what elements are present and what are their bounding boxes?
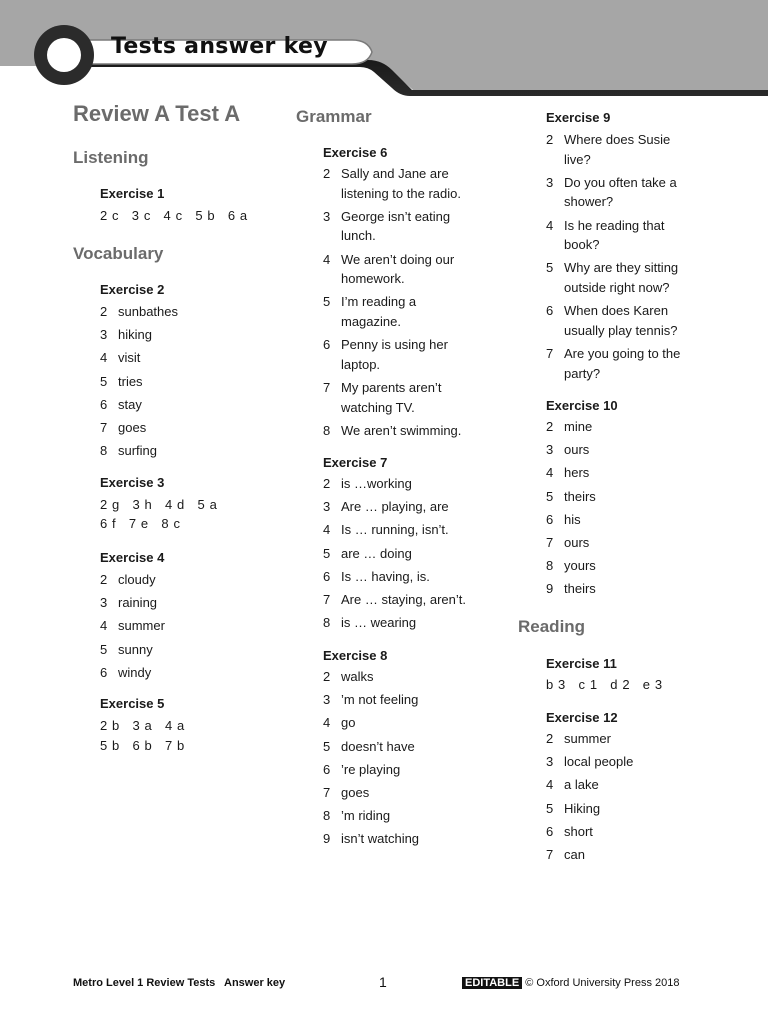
answer-number: 8 — [323, 615, 331, 631]
answer-text: ours — [564, 442, 590, 458]
answer-number: 7 — [546, 346, 554, 361]
exercise-title: Exercise 6 — [323, 145, 388, 160]
answer-number: 5 — [546, 488, 554, 504]
answer-number: 7 — [323, 592, 331, 607]
answer-text: Do you often take a — [564, 174, 677, 190]
answer-text: can — [564, 847, 585, 862]
answer-text: cloudy — [118, 572, 156, 587]
answer-number: 8 — [546, 558, 554, 574]
exercise-title: Exercise 7 — [323, 455, 388, 470]
answer-text-continued: magazine. — [341, 313, 401, 329]
answer-text: ours — [564, 535, 590, 550]
answer-text: Are you going to the — [564, 346, 681, 361]
answer-number: 2 — [323, 476, 331, 491]
answer-text: Is he reading that — [564, 217, 665, 233]
answer-text: is … wearing — [341, 615, 417, 631]
answer-number: 7 — [546, 535, 554, 550]
answer-number: 3 — [323, 208, 331, 224]
answer-number: 6 — [323, 337, 331, 353]
answer-number: 3 — [546, 174, 554, 190]
exercise-title: Exercise 1 — [100, 186, 165, 201]
answer-number: 8 — [100, 443, 108, 459]
section-heading-listening: Listening — [73, 148, 149, 167]
answer-text-continued: shower? — [564, 194, 614, 210]
answer-number: 5 — [546, 260, 554, 276]
answer-text: are … doing — [341, 545, 412, 561]
answer-number: 7 — [100, 420, 108, 435]
page-number: 1 — [379, 974, 387, 990]
answer-number: 7 — [323, 380, 331, 395]
answer-text: windy — [118, 664, 152, 680]
answer-text: My parents aren’t — [341, 380, 442, 395]
exercise-title: Exercise 4 — [100, 550, 165, 565]
answer-number: 9 — [546, 581, 554, 597]
answer-text: summer — [118, 618, 165, 634]
answer-number: 4 — [100, 350, 108, 366]
exercise-answers: 2 c 3 c 4 c 5 b 6 a — [100, 208, 248, 223]
answer-number: 9 — [323, 831, 331, 847]
exercise-answers: 6 f 7 e 8 c — [100, 516, 181, 531]
answer-number: 4 — [546, 465, 554, 481]
answer-number: 3 — [323, 692, 331, 708]
answer-text-continued: laptop. — [341, 356, 381, 372]
answer-number: 4 — [546, 217, 554, 233]
exercise-title: Exercise 12 — [546, 710, 618, 725]
copyright-text: © Oxford University Press 2018 — [525, 977, 680, 989]
answer-number: 2 — [100, 304, 108, 319]
answer-number: 5 — [100, 373, 108, 389]
footer-book-title: Metro Level 1 Review Tests Answer key — [73, 977, 286, 989]
answer-text: doesn’t have — [341, 738, 415, 754]
answer-text: When does Karen — [564, 303, 669, 319]
answer-text: hiking — [118, 327, 152, 343]
answer-number: 5 — [323, 738, 331, 754]
answer-text: tries — [118, 373, 143, 389]
answer-text: theirs — [564, 581, 596, 597]
exercise-title: Exercise 5 — [100, 696, 165, 711]
answer-number: 2 — [323, 669, 331, 684]
exercise-title: Exercise 11 — [546, 656, 617, 671]
answer-text: Where does Susie — [564, 132, 671, 147]
exercise-title: Exercise 9 — [546, 110, 611, 125]
section-heading-reading: Reading — [518, 617, 586, 636]
answer-number: 6 — [100, 664, 108, 680]
section-heading-vocabulary: Vocabulary — [73, 244, 164, 263]
answer-number: 6 — [546, 823, 554, 839]
answer-text: ’m not feeling — [341, 692, 419, 708]
answer-text: We aren’t swimming. — [341, 422, 462, 438]
page-title: Review A Test A — [73, 101, 241, 126]
answer-text: short — [564, 823, 593, 839]
answer-text: stay — [118, 396, 142, 412]
answer-number: 3 — [100, 327, 108, 343]
answer-number: 2 — [546, 132, 554, 147]
answer-number: 3 — [546, 442, 554, 458]
answer-text: hers — [564, 465, 590, 481]
answer-text: raining — [118, 595, 158, 611]
editable-badge: EDITABLE — [462, 977, 522, 989]
section-heading-grammar: Grammar — [296, 107, 372, 126]
answer-number: 8 — [323, 422, 331, 438]
exercise-answers: 2 g 3 h 4 d 5 a — [100, 497, 218, 512]
answer-text: Hiking — [564, 800, 601, 816]
footer-copyright — [462, 977, 679, 989]
answer-number: 7 — [546, 847, 554, 862]
answer-text: Are … playing, are — [341, 499, 449, 515]
answer-number: 7 — [323, 785, 331, 800]
answer-number: 5 — [100, 641, 108, 657]
answer-number: 4 — [323, 715, 331, 731]
answer-number: 5 — [546, 800, 554, 816]
answer-text-continued: listening to the radio. — [341, 185, 461, 201]
answer-text: go — [341, 715, 356, 731]
answer-text: George isn’t eating — [341, 208, 451, 224]
answer-text-continued: watching TV. — [341, 399, 415, 415]
answer-number: 3 — [323, 499, 331, 515]
answer-number: 5 — [323, 294, 331, 310]
answer-text: visit — [118, 350, 141, 366]
answer-text: We aren’t doing our — [341, 251, 455, 267]
answer-text: summer — [564, 731, 611, 746]
answer-text: isn’t watching — [341, 831, 420, 847]
header-title: Tests answer key — [111, 34, 328, 59]
exercise-title: Exercise 3 — [100, 475, 165, 490]
answer-number: 6 — [546, 303, 554, 319]
answer-number: 2 — [323, 166, 331, 181]
answer-text: Are … staying, aren’t. — [341, 592, 466, 607]
answer-number: 5 — [323, 545, 331, 561]
answer-text: Penny is using her — [341, 337, 448, 353]
answer-number: 6 — [323, 568, 331, 584]
answer-text: ’m riding — [341, 808, 391, 824]
answer-number: 2 — [546, 731, 554, 746]
answer-text: is …working — [341, 476, 412, 491]
exercise-title: Exercise 8 — [323, 648, 388, 663]
answer-text-continued: outside right now? — [564, 279, 670, 295]
answer-text: a lake — [564, 777, 599, 793]
answer-number: 4 — [100, 618, 108, 634]
answer-text-continued: book? — [564, 237, 600, 253]
answer-text: Why are they sitting — [564, 260, 679, 276]
answer-text-continued: usually play tennis? — [564, 322, 678, 338]
answer-text: local people — [564, 754, 634, 770]
answer-number: 2 — [546, 419, 554, 434]
answer-number: 2 — [100, 572, 108, 587]
exercise-title: Exercise 2 — [100, 282, 165, 297]
exercise-answers: 5 b 6 b 7 b — [100, 738, 185, 753]
page-header — [0, 0, 768, 100]
answer-text: mine — [564, 419, 593, 434]
answer-number: 6 — [546, 511, 554, 527]
answer-text: theirs — [564, 488, 596, 504]
answer-text-continued: homework. — [341, 271, 405, 287]
answer-text-continued: live? — [564, 151, 591, 167]
exercise-title: Exercise 10 — [546, 398, 618, 413]
answer-text: Is … running, isn’t. — [341, 522, 449, 538]
answer-text-continued: party? — [564, 365, 601, 381]
answer-text: goes — [341, 785, 370, 800]
answer-text: goes — [118, 420, 147, 435]
answer-number: 3 — [546, 754, 554, 770]
answer-text: sunny — [118, 641, 153, 657]
answer-number: 6 — [100, 396, 108, 412]
answer-number: 4 — [323, 522, 331, 538]
answer-text: Is … having, is. — [341, 568, 430, 584]
answer-text: I’m reading a — [341, 294, 417, 310]
answer-text: surfing — [118, 443, 158, 459]
answer-text: sunbathes — [118, 304, 178, 319]
exercise-answers: 2 b 3 a 4 a — [100, 718, 185, 733]
answer-number: 6 — [323, 761, 331, 777]
answer-text-continued: lunch. — [341, 228, 376, 244]
answer-number: 3 — [100, 595, 108, 611]
answer-text: walks — [341, 669, 374, 684]
exercise-answers: b 3 c 1 d 2 e 3 — [546, 677, 663, 692]
answer-number: 4 — [546, 777, 554, 793]
answer-text: yours — [564, 558, 596, 574]
answer-text: Sally and Jane are — [341, 166, 449, 181]
answer-number: 4 — [323, 251, 331, 267]
answer-text: his — [564, 511, 581, 527]
answer-number: 8 — [323, 808, 331, 824]
answer-text: ’re playing — [341, 761, 401, 777]
